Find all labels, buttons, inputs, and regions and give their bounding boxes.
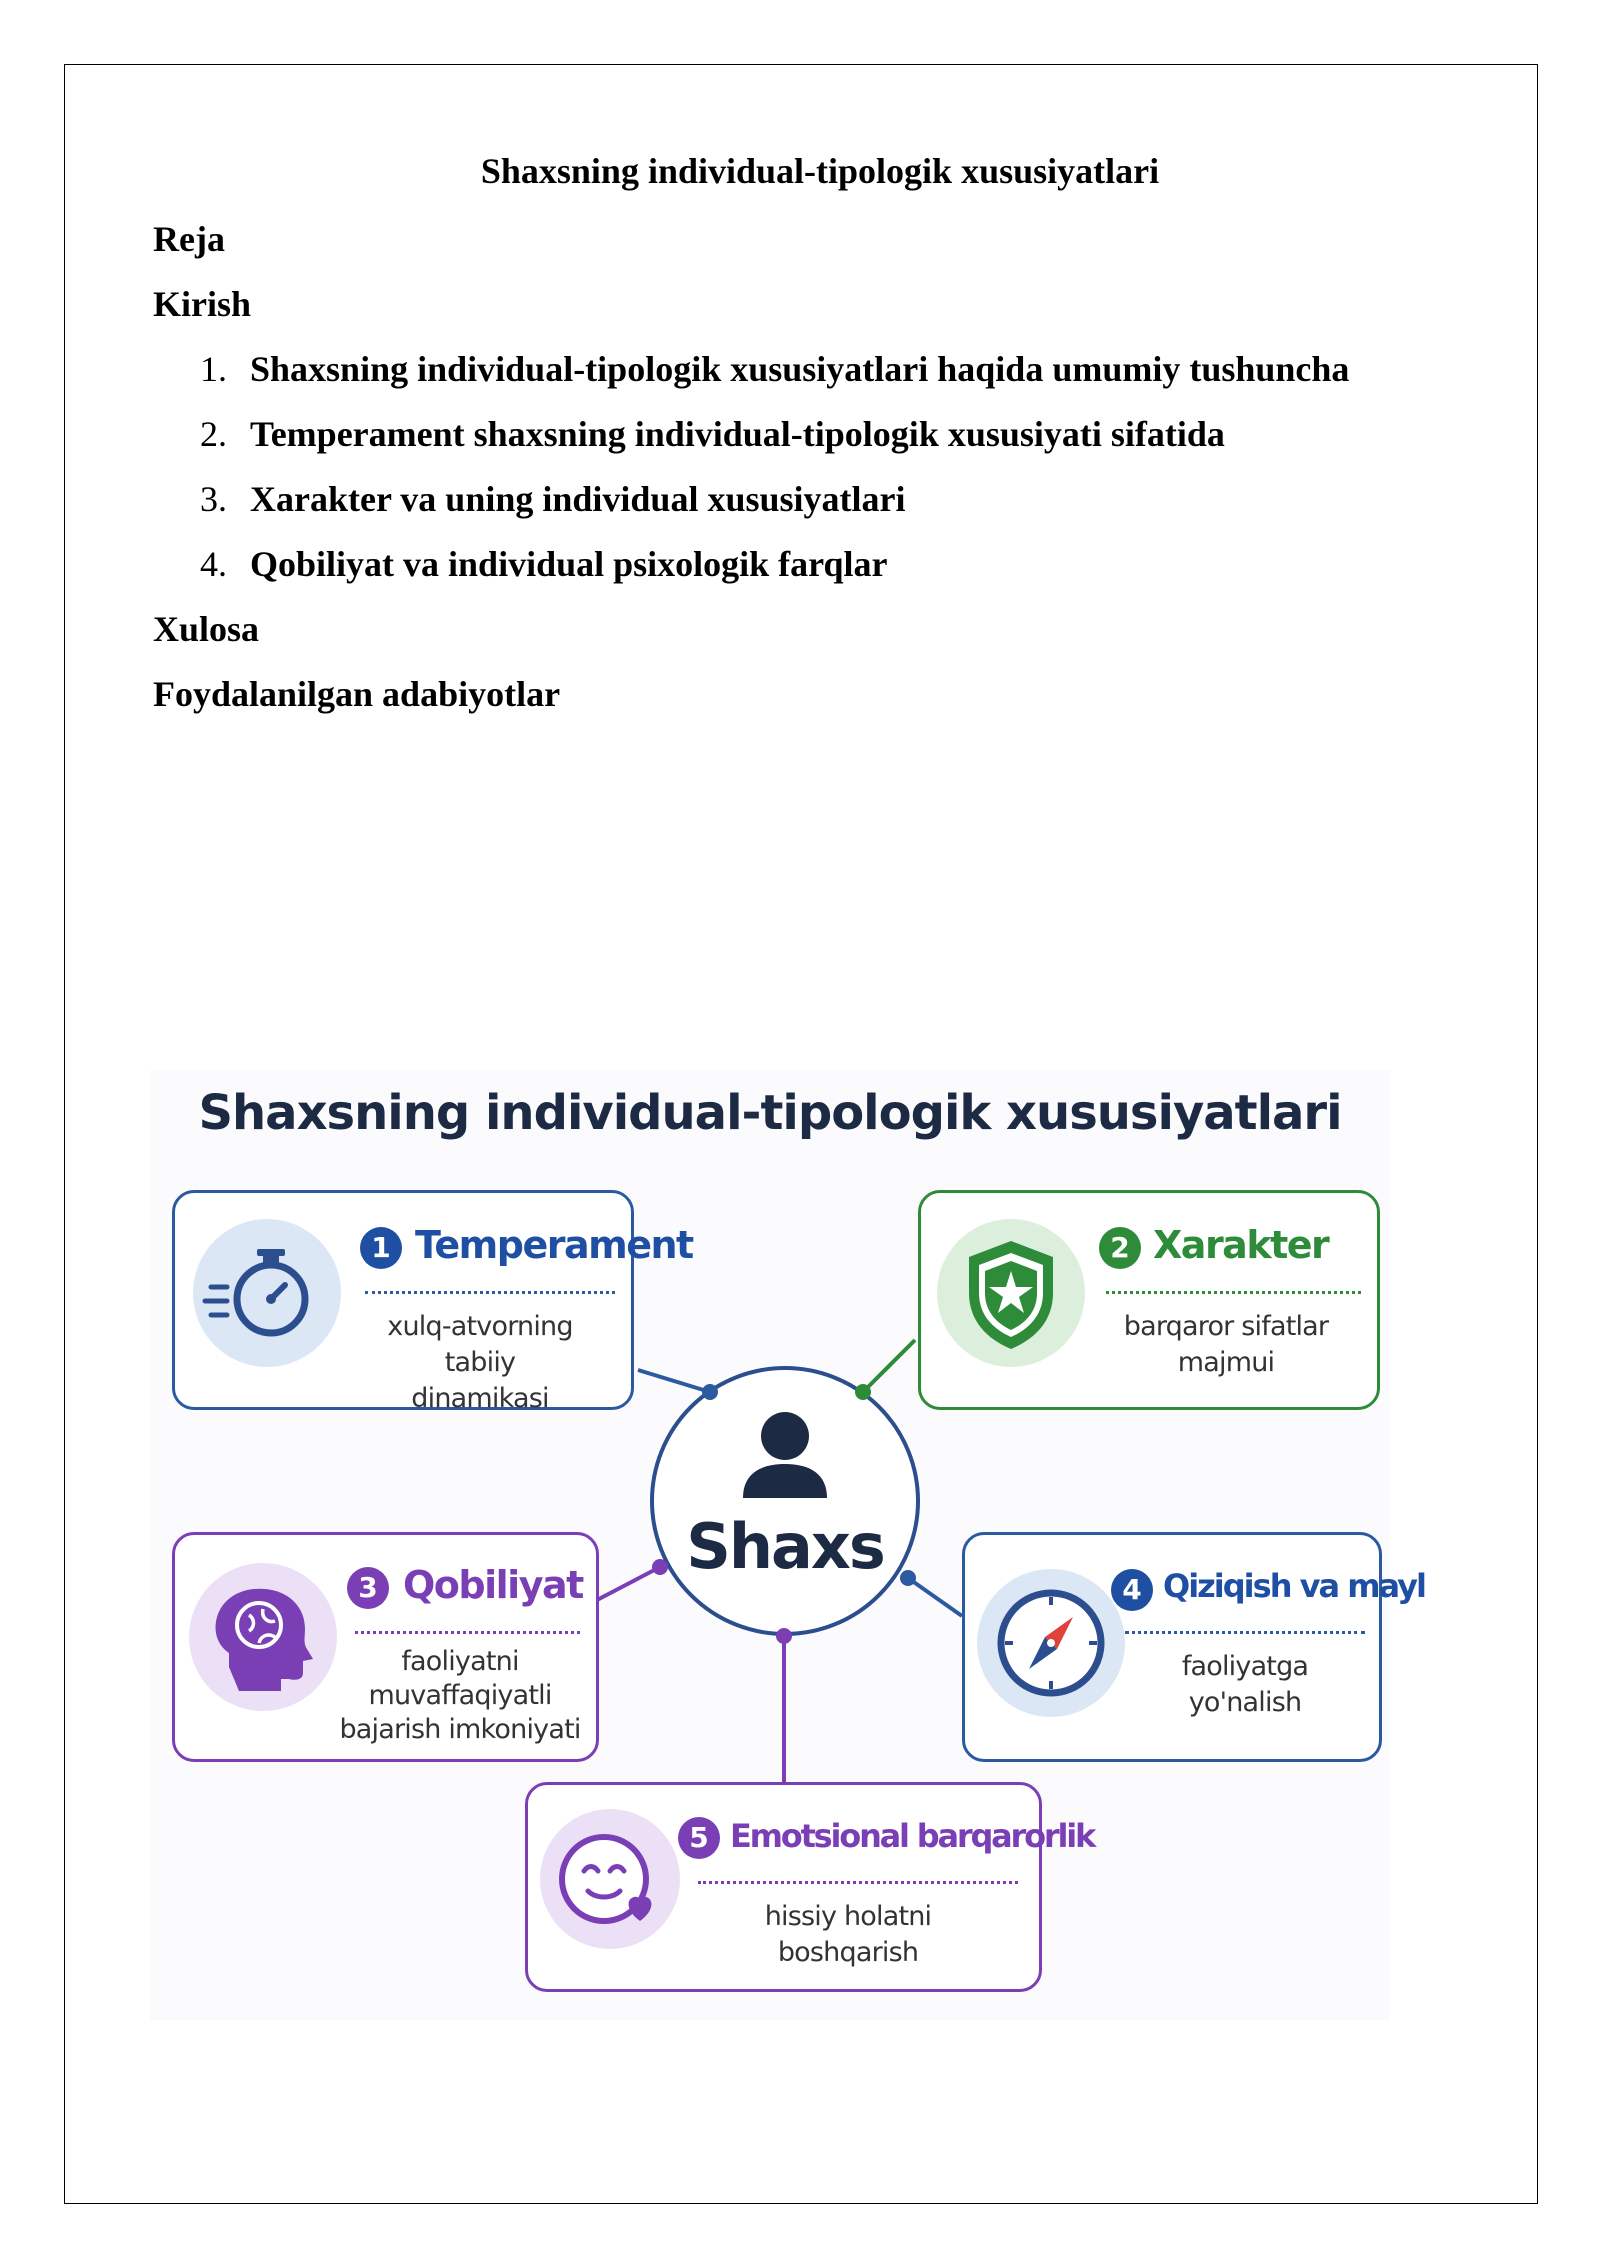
card-description — [1111, 1309, 1341, 1381]
compass-icon — [977, 1569, 1125, 1717]
person-icon — [654, 1370, 916, 1632]
stopwatch-icon — [193, 1219, 341, 1367]
plan-item — [200, 348, 1349, 390]
card-title: Xarakter — [1153, 1223, 1329, 1267]
card-number-badge: 2 — [1099, 1227, 1141, 1269]
card-divider — [355, 1631, 580, 1634]
card-description-line: bajarish imkoniyati — [339, 1714, 581, 1745]
card-divider — [698, 1881, 1018, 1884]
card-title: Qobiliyat — [403, 1563, 583, 1607]
card-divider — [365, 1291, 615, 1294]
card-temperament — [172, 1190, 693, 1414]
card-description — [728, 1899, 968, 1971]
plan-item — [200, 543, 888, 585]
plan-item-text: Xarakter va uning individual xususiyatlari — [250, 479, 906, 519]
card-number-badge: 5 — [678, 1817, 720, 1859]
connector-line-3 — [597, 1567, 660, 1600]
card-title: Temperament — [415, 1223, 693, 1267]
card-qobiliyat — [172, 1532, 599, 1762]
card-description-line: boshqarish — [777, 1937, 919, 1968]
card-description — [375, 1309, 585, 1417]
card-divider — [1125, 1631, 1365, 1634]
plan-item-number: 4. — [200, 544, 227, 584]
card-description-line: barqaror sifatlar — [1123, 1311, 1329, 1342]
card-description-line: majmui — [1177, 1347, 1275, 1378]
card-description-line: faoliyatga — [1181, 1651, 1309, 1682]
center-label: Shaxs — [686, 1510, 884, 1583]
plan-item-text: Temperament shaxsning individual-tipologik xususiyati sifatida — [250, 414, 1225, 454]
card-number-badge: 4 — [1111, 1569, 1153, 1611]
intro-heading: Kirish — [153, 284, 252, 324]
card-number-badge: 1 — [360, 1227, 402, 1269]
card-description — [335, 1645, 585, 1747]
plan-item-number: 1. — [200, 349, 227, 389]
card-emotsional — [525, 1782, 1095, 1992]
plan-heading: Reja — [153, 219, 225, 259]
card-description-line: tabiiy dinamikasi — [411, 1347, 549, 1414]
references-heading: Foydalanilgan adabiyotlar — [153, 674, 561, 714]
plan-item-number: 2. — [200, 414, 227, 454]
infographic — [150, 1070, 1425, 2020]
shield-star-icon — [937, 1219, 1085, 1367]
plan-item-text: Shaxsning individual-tipologik xususiyatlari haqida umumiy tushuncha — [250, 349, 1350, 389]
card-number-badge: 3 — [347, 1567, 389, 1609]
card-qiziqish — [962, 1532, 1425, 1762]
card-description-line: yo'nalish — [1188, 1687, 1302, 1718]
card-xarakter — [918, 1190, 1380, 1410]
conclusion-heading: Xulosa — [153, 609, 260, 649]
card-description-line: xulq-atvorning — [387, 1311, 573, 1342]
card-description-line: faoliyatni — [401, 1646, 519, 1677]
infographic-title: Shaxsning individual-tipologik xususiyatlari — [198, 1085, 1342, 1141]
card-title: Emotsional barqarorlik — [730, 1817, 1095, 1855]
plan-item — [200, 413, 1225, 455]
document-title: Shaxsning individual-tipologik xususiyatlari — [480, 151, 1160, 191]
card-description — [1135, 1649, 1355, 1721]
calm-face-heart-icon — [540, 1809, 680, 1949]
connector-line-4 — [908, 1578, 962, 1616]
center-node — [650, 1366, 920, 1636]
card-title: Qiziqish va mayl — [1163, 1567, 1425, 1605]
card-description-line: hissiy holatni — [764, 1901, 932, 1932]
plan-item-text: Qobiliyat va individual psixologik farqlar — [250, 544, 888, 584]
card-divider — [1106, 1291, 1361, 1294]
card-description-line: muvaffaqiyatli — [368, 1680, 552, 1711]
plan-item — [200, 478, 906, 520]
plan-item-number: 3. — [200, 479, 227, 519]
brain-head-icon — [189, 1563, 337, 1711]
